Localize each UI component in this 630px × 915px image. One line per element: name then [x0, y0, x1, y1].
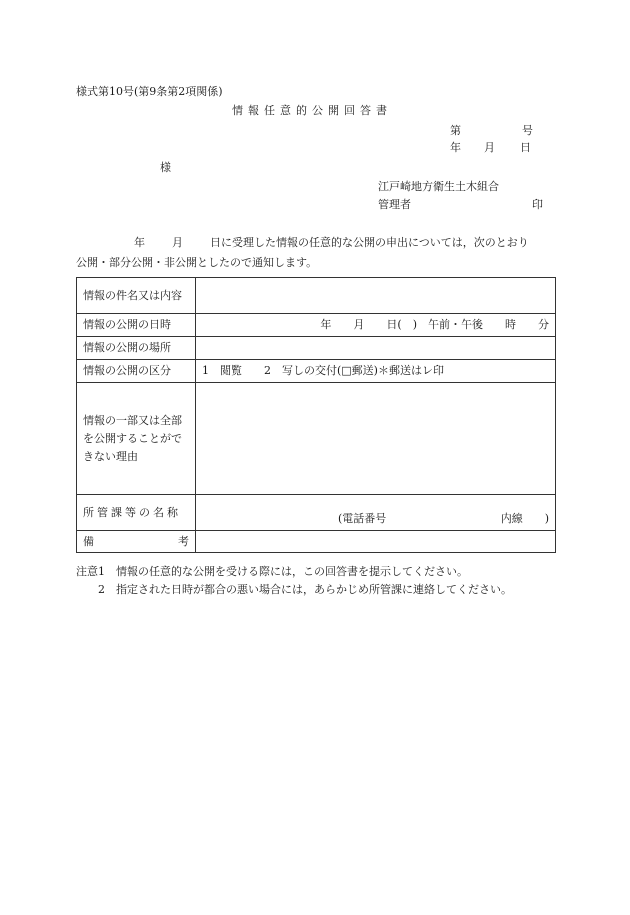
- intro-year: 年: [134, 236, 145, 249]
- doc-number-prefix: 第: [450, 124, 461, 137]
- doc-number-suffix: 号: [522, 124, 533, 137]
- addressee-suffix: 様: [160, 161, 171, 174]
- row-label-department: 所管課等の名称: [77, 495, 196, 531]
- row-value-reason: [196, 383, 556, 495]
- intro-line1: 日に受理した情報の任意的な公開の申出については，次のとおり: [210, 236, 529, 249]
- notes: [76, 563, 556, 599]
- row-value-remarks: [196, 531, 556, 553]
- table-row: [77, 337, 556, 360]
- date-year: 年: [450, 141, 461, 154]
- form-number: 様式第10号(第9条第2項関係): [76, 85, 223, 98]
- row-label-datetime: 情報の公開の日時: [77, 314, 196, 337]
- table-row: [77, 314, 556, 337]
- row-value-category: 1 閲覧 2 写しの交付(□郵送)＊郵送はレ印: [196, 360, 556, 383]
- datetime-template: 年 月 日( ) 午前・午後 時 分: [320, 318, 549, 331]
- issuer-org: 江戸崎地方衛生土木組合: [378, 180, 499, 193]
- row-value-place: [196, 337, 556, 360]
- intro-month: 月: [172, 236, 183, 249]
- row-label-place: 情報の公開の場所: [77, 337, 196, 360]
- row-label-reason: 情報の一部又は全部を公開することができない理由: [77, 383, 196, 495]
- table-row: [77, 531, 556, 553]
- extension-label: 内線 ): [500, 512, 549, 525]
- row-label-subject: 情報の件名又は内容: [77, 278, 196, 314]
- remarks-label-right: 考: [178, 534, 189, 548]
- phone-label: (電話番号: [338, 512, 387, 525]
- table-row: [77, 495, 556, 531]
- intro-line2: 公開・部分公開・非公開としたので通知します。: [76, 256, 318, 269]
- page-title: 情報任意的公開回答書: [232, 104, 392, 117]
- response-table: [76, 277, 556, 553]
- date-month: 月: [484, 141, 495, 154]
- row-label-category: 情報の公開の区分: [77, 360, 196, 383]
- table-row: [77, 383, 556, 495]
- row-value-subject: [196, 278, 556, 314]
- table-row: [77, 278, 556, 314]
- note-2: 2 指定された日時が都合の悪い場合には，あらかじめ所管課に連絡してください。: [76, 583, 512, 596]
- date-day: 日: [520, 141, 531, 154]
- table-row: [77, 360, 556, 383]
- remarks-label-left: 備: [83, 534, 94, 548]
- issuer-role: 管理者: [378, 198, 411, 211]
- seal-mark: 印: [532, 198, 543, 211]
- note-1: 注意1 情報の任意的な公開を受ける際には，この回答書を提示してください。: [76, 565, 468, 578]
